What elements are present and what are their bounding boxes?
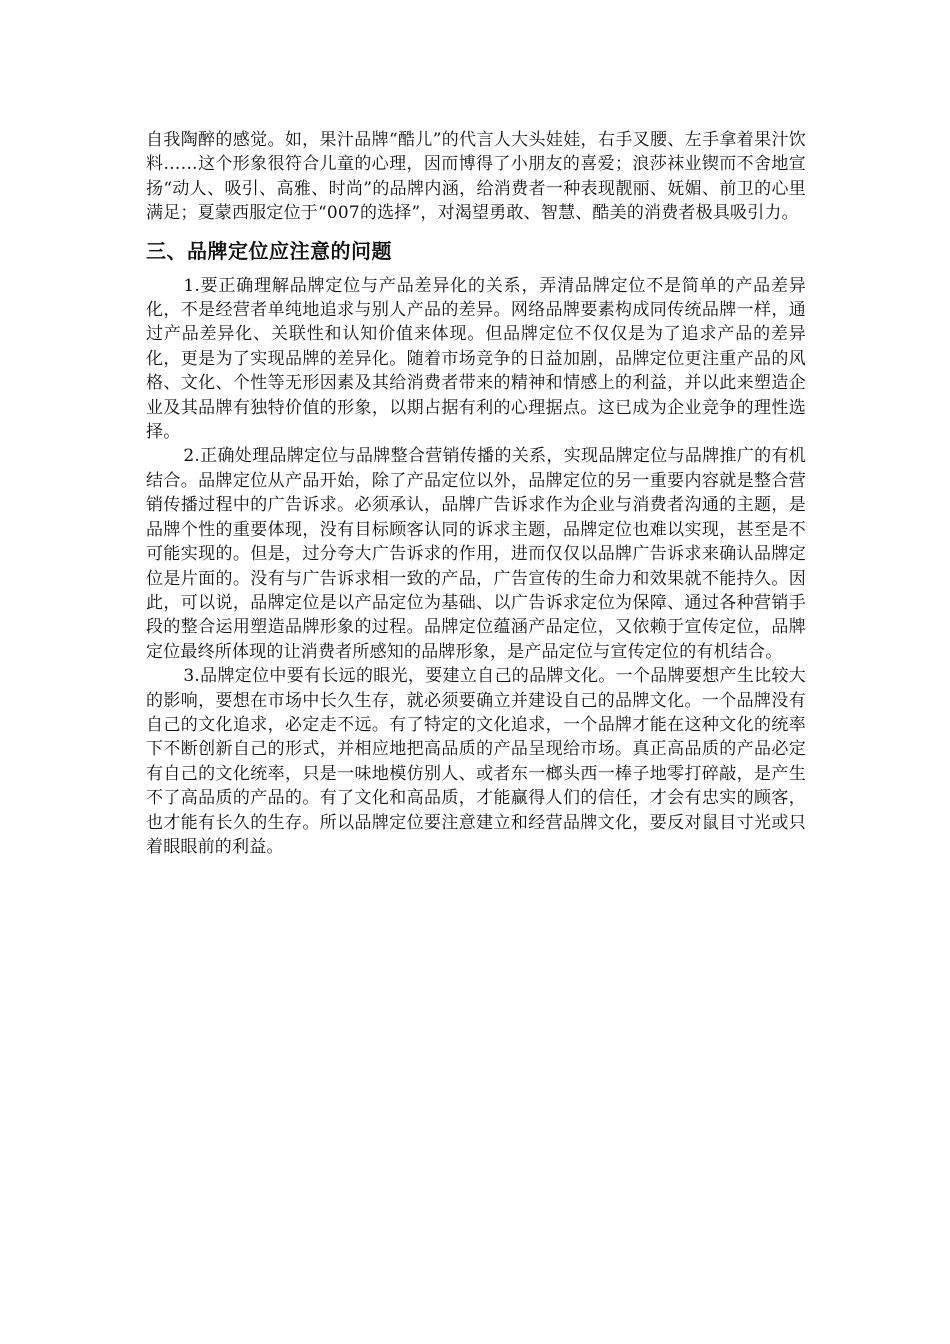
- paragraph-1: 1.要正确理解品牌定位与产品差异化的关系，弄清品牌定位不是简单的产品差异化，不是经营者单纯地追求与别人产品的差异。网络品牌要素构成同传统品牌一样，通过产品差异化、关联性和认知价值来体现。但品牌定位不仅仅是为了追求产品的差异化，更是为了实现品牌的差异化。随着市场竞争的日益加剧，品牌定位更注重产品的风格、文化、个性等无形因素及其给消费者带来的精神和情感上的利益，并以此来塑造企业及其品牌有独特价值的形象，以期占据有利的心理据点。这已成为企业竞争的理性选择。: [146, 275, 806, 443]
- intro-paragraph: 自我陶醉的感觉。如，果汁品牌“酷儿”的代言人大头娃娃，右手叉腰、左手拿着果汁饮料……这个形象很符合儿童的心理，因而博得了小朋友的喜爱；浪莎袜业锲而不舍地宣扬“动人、吸引、高雅、时尚”的品牌内涵，给消费者一种表现靓丽、妩媚、前卫的心里满足；夏蒙西服定位于“007的选择”，对渴望勇敢、智慧、酷美的消费者极具吸引力。: [146, 130, 806, 224]
- paragraph-2: 2.正确处理品牌定位与品牌整合营销传播的关系，实现品牌定位与品牌推广的有机结合。品牌定位从产品开始，除了产品定位以外，品牌定位的另一重要内容就是整合营销传播过程中的广告诉求。必须承认，品牌广告诉求作为企业与消费者沟通的主题，是品牌个性的重要体现，没有目标顾客认同的诉求主题，品牌定位也难以实现，甚至是不可能实现的。但是，过分夸大广告诉求的作用，进而仅仅以品牌广告诉求来确认品牌定位是片面的。没有与广告诉求相一致的产品，广告宣传的生命力和效果就不能持久。因此，可以说，品牌定位是以产品定位为基础、以广告诉求定位为保障、通过各种营销手段的整合运用塑造品牌形象的过程。品牌定位蕴涵产品定位，又依赖于宣传定位，品牌定位最终所体现的让消费者所感知的品牌形象，是产品定位与宣传定位的有机结合。: [146, 446, 806, 662]
- document-page: [146, 128, 806, 859]
- section-heading: 三、品牌定位应注意的问题: [146, 238, 392, 263]
- paragraph-3: 3.品牌定位中要有长远的眼光，要建立自己的品牌文化。一个品牌要想产生比较大的影响，要想在市场中长久生存，就必须要确立并建设自己的品牌文化。一个品牌没有自己的文化追求，必定走不远。有了特定的文化追求，一个品牌才能在这种文化的统率下不断创新自己的形式，并相应地把高品质的产品呈现给市场。真正高品质的产品必定有自己的文化统率，只是一味地模仿别人、或者东一榔头西一棒子地零打碎敲，是产生不了高品质的产品的。有了文化和高品质，才能赢得人们的信任，才会有忠实的顾客，也才能有长久的生存。所以品牌定位要注意建立和经营品牌文化，要反对鼠目寸光或只着眼眼前的利益。: [146, 666, 806, 857]
